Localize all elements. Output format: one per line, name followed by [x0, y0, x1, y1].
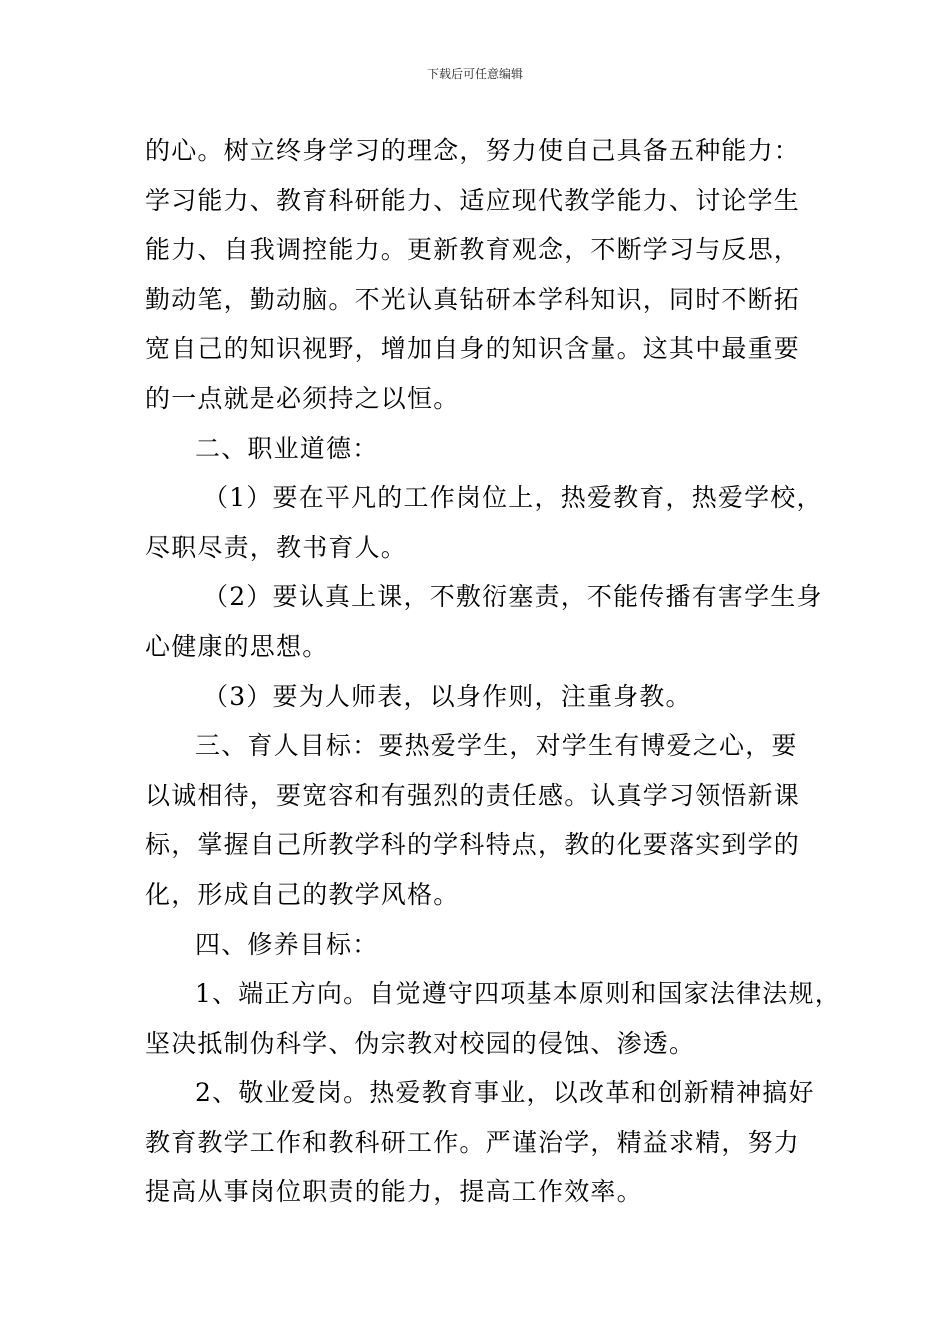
- paragraph-line: 能力、自我调控能力。更新教育观念，不断学习与反思，: [145, 235, 801, 265]
- list-item: （2）要认真上课，不敷衍塞责，不能传播有害学生身: [203, 582, 823, 612]
- section-heading: 二、职业道德：: [195, 433, 379, 463]
- paragraph-line: 尽职尽责，教书育人。: [145, 532, 408, 562]
- paragraph-line: 学习能力、教育科研能力、适应现代教学能力、讨论学生: [145, 185, 801, 215]
- paragraph-line: 坚决抵制伪科学、伪宗教对校园的侵蚀、渗透。: [145, 1028, 696, 1058]
- paragraph-line: 化，形成自己的教学风格。: [145, 879, 460, 909]
- paragraph-line: 标，掌握自己所教学科的学科特点，教的化要落实到学的: [145, 830, 801, 860]
- list-item: （1）要在平凡的工作岗位上，热爱教育，热爱学校，: [203, 483, 823, 513]
- paragraph-line: 教育教学工作和教科研工作。严谨治学，精益求精，努力: [145, 1127, 801, 1157]
- list-item: （3）要为人师表，以身作则，注重身教。: [203, 681, 692, 711]
- paragraph-line: 的一点就是必须持之以恒。: [145, 383, 460, 413]
- paragraph-line: 的心。树立终身学习的理念，努力使自己具备五种能力：: [145, 136, 801, 165]
- paragraph-line: 心健康的思想。: [145, 631, 329, 661]
- paragraph-line: 以诚相待，要宽容和有强烈的责任感。认真学习领悟新课: [145, 780, 801, 810]
- list-item: 2、敬业爱岗。热爱教育事业，以改革和创新精神搞好: [195, 1078, 815, 1108]
- paragraph-line: 提高从事岗位职责的能力，提高工作效率。: [145, 1177, 643, 1207]
- paragraph-line: 勤动笔，勤动脑。不光认真钻研本学科知识，同时不断拓: [145, 284, 801, 314]
- paragraph-line: 宽自己的知识视野，增加自身的知识含量。这其中最重要: [145, 334, 801, 364]
- page-header: 下载后可任意编辑: [426, 67, 523, 81]
- section-heading: 三、育人目标：要热爱学生，对学生有博爱之心，要: [195, 731, 798, 761]
- section-heading: 四、修养目标：: [195, 929, 379, 959]
- document-body: [145, 126, 841, 1217]
- list-item: 1、端正方向。自觉遵守四项基本原则和国家法律法规，: [195, 979, 841, 1009]
